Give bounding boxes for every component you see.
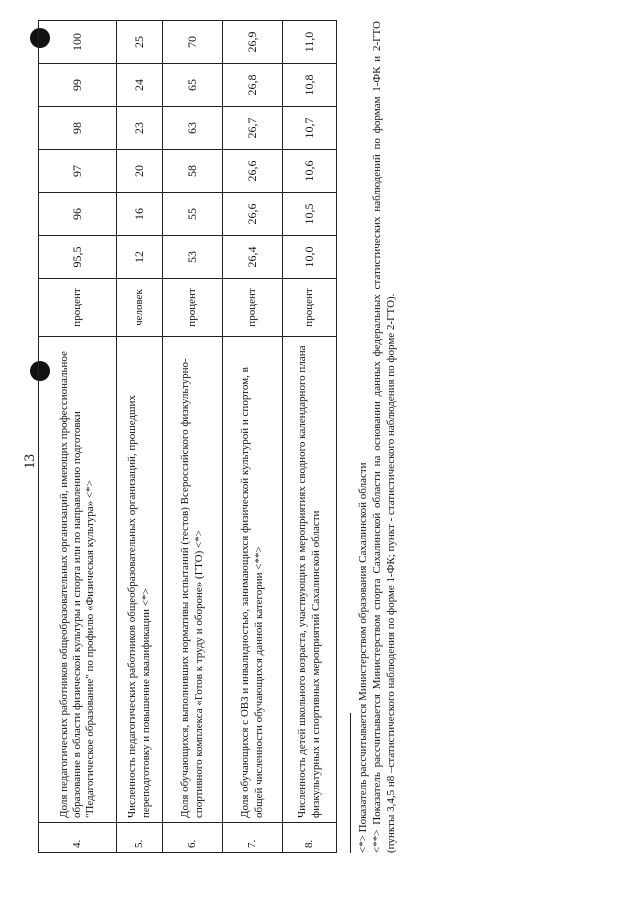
value-cell: 10,6 — [283, 150, 337, 193]
table-row — [39, 21, 117, 853]
value-cell: 58 — [163, 150, 223, 193]
row-number: 7. — [223, 823, 283, 853]
value-cell: 24 — [117, 64, 163, 107]
value-cell: 10,8 — [283, 64, 337, 107]
unit-cell: процент — [163, 279, 223, 337]
value-cell: 63 — [163, 107, 223, 150]
value-cell: 26,6 — [223, 193, 283, 236]
value-cell: 25 — [117, 21, 163, 64]
unit-cell: процент — [283, 279, 337, 337]
value-cell: 26,4 — [223, 236, 283, 279]
row-number: 4. — [39, 823, 117, 853]
value-cell: 98 — [39, 107, 117, 150]
value-cell: 100 — [39, 21, 117, 64]
value-cell: 26,6 — [223, 150, 283, 193]
value-cell: 26,8 — [223, 64, 283, 107]
value-cell: 65 — [163, 64, 223, 107]
indicator-table — [38, 20, 337, 853]
value-cell: 96 — [39, 193, 117, 236]
indicator-name: Доля педагогических работников общеобразовательных организаций, имеющих профессиональное образование в области физической культуры и спорта или по направлению подготовки "Педагогическое образование" по профилю «Физическая культура» <*> — [39, 337, 117, 823]
value-cell: 23 — [117, 107, 163, 150]
value-cell: 70 — [163, 21, 223, 64]
unit-cell: человек — [117, 279, 163, 337]
value-cell: 20 — [117, 150, 163, 193]
value-cell: 12 — [117, 236, 163, 279]
value-cell: 10,5 — [283, 193, 337, 236]
value-cell: 95,5 — [39, 236, 117, 279]
value-cell: 11,0 — [283, 21, 337, 64]
indicator-name: Численность педагогических работников общеобразовательных организаций, прошедших переподготовку и повышение квалификации <*> — [117, 337, 163, 823]
footnotes — [342, 21, 398, 853]
row-number: 5. — [117, 823, 163, 853]
row-number: 6. — [163, 823, 223, 853]
table-row — [117, 21, 163, 853]
indicator-name: Численность детей школьного возраста, участвующих в мероприятиях сводного календарного плана физкультурных и спортивных мероприятий Сахалинской области — [283, 337, 337, 823]
value-cell: 26,9 — [223, 21, 283, 64]
row-number: 8. — [283, 823, 337, 853]
indicator-name: Доля обучающихся, выполнивших нормативы испытаний (тестов) Всероссийского физкультурно-спортивного комплекса «Готов к труду и обороне» (ГТО) <*> — [163, 337, 223, 823]
page-number: 13 — [22, 454, 38, 469]
table-row — [163, 21, 223, 853]
table-row — [223, 21, 283, 853]
value-cell: 10,7 — [283, 107, 337, 150]
value-cell: 10,0 — [283, 236, 337, 279]
value-cell: 97 — [39, 150, 117, 193]
value-cell: 26,7 — [223, 107, 283, 150]
indicator-name: Доля обучающихся с ОВЗ и инвалидностью, занимающихся физической культурой и спортом, в общей численности обучающихся данной категории <**> — [223, 337, 283, 823]
table-row — [283, 21, 337, 853]
footnote-2: <**> Показатель рассчитывается Министерством спорта Сахалинской области на основании данных федеральных статистических наблюдений по формам 1-ФК и 2-ГТО (пункты 3,4,5 н8 –статистического наблюдения по форме 1-ФК; пункт - статистического наблюдения по форме 2-ГТО). — [370, 21, 397, 853]
value-cell: 99 — [39, 64, 117, 107]
value-cell: 53 — [163, 236, 223, 279]
footnote-1: <*> Показатель рассчитывается Министерством образования Сахалинской области — [357, 462, 369, 853]
unit-cell: процент — [39, 279, 117, 337]
footnote-divider — [350, 713, 351, 853]
value-cell: 55 — [163, 193, 223, 236]
unit-cell: процент — [223, 279, 283, 337]
value-cell: 16 — [117, 193, 163, 236]
